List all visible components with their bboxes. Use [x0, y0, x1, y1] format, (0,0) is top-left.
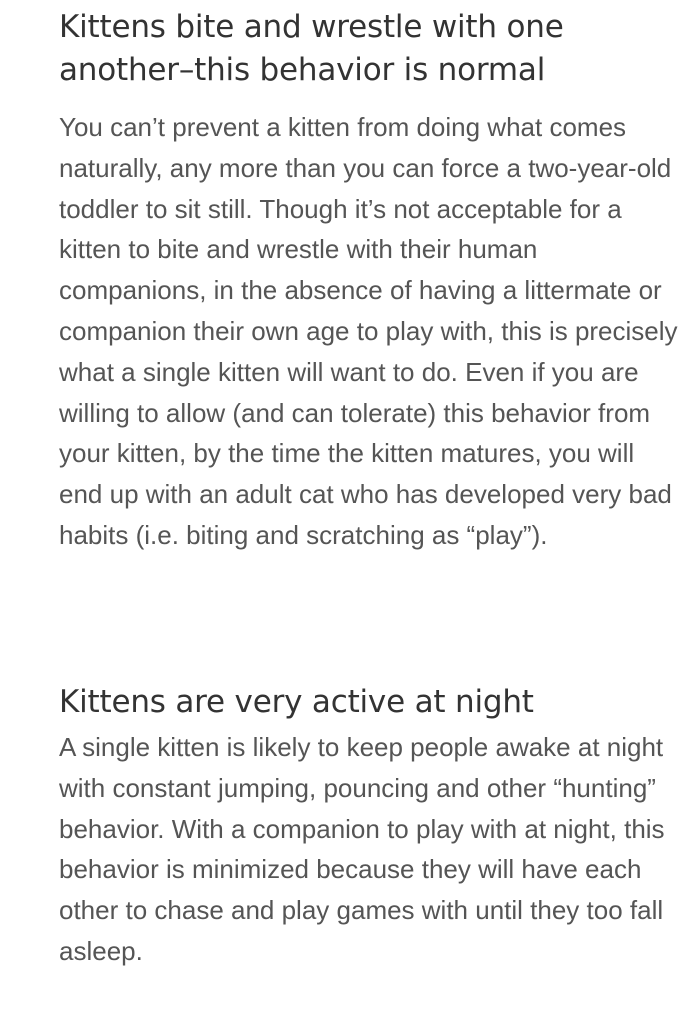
section-heading: Kittens are very active at night [59, 684, 534, 720]
section-body: A single kitten is likely to keep people awake at night with constant jumping, pouncing and other “hunting” behavior. With a companion to play with at night, this behavior is minimized because they will have each other to chase and play games with until they too fall asleep. [59, 732, 665, 966]
section-heading: Kittens bite and wrestle with one another–this behavior is normal [59, 9, 564, 88]
section-body: You can’t prevent a kitten from doing what comes naturally, any more than you can force a two-year-old toddler to sit still. Though it’s not acceptable for a kitten to bite and wrestle with their human companions, in the absence of having a littermate or companion their own age to play with, this is precisely what a single kitten will want to do. Even if you are willing to allow (and can tolerate) this behavior from your kitten, by the time the kitten matures, you will end up with an adult cat who has developed very bad habits (i.e. biting and scratching as “play”). [59, 112, 678, 550]
